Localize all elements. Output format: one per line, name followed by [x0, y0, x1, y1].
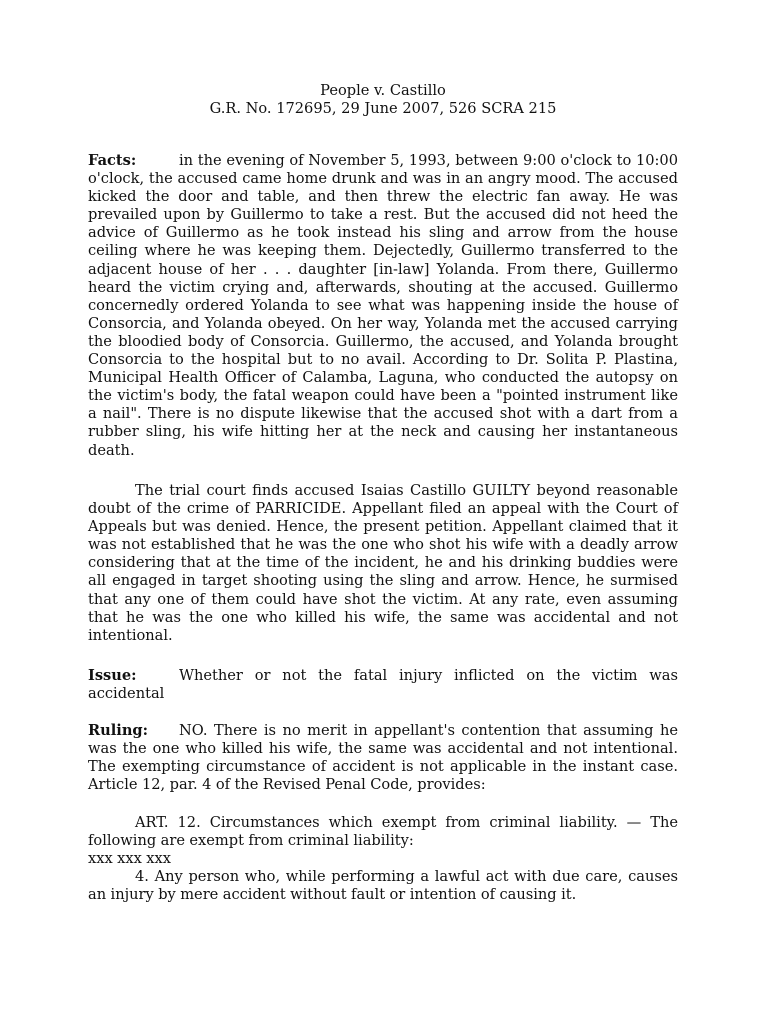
issue-text: Whether or not the fatal injury inflicted on the victim was accidental	[88, 667, 678, 703]
facts-text: in the evening of November 5, 1993, between 9:00 o'clock to 10:00 o'clock, the accused came home drunk and was in an angry mood. The accused kicked the door and table, and then threw the electric fan away. He was prevailed upon by Guillermo to take a rest. But the accused did not heed the advice of Guillermo as he took instead his sling and arrow from the house ceiling where he was keeping them. Dejectedly, Guillermo transferred to the adjacent house of her . . . daughter [in-law] Yolanda. From there, Guillermo heard the victim crying and, afterwards, shouting at the accused. Guillermo concernedly ordered Yolanda to see what was happening inside the house of Consorcia, and Yolanda obeyed. On her way, Yolanda met the accused carrying the bloodied body of Consorcia. Guillermo, the accused, and Yolanda brought Consorcia to the hospital but to no avail. According to Dr. Solita P. Plastina, Municipal Health Officer of Calamba, Laguna, who conducted the autopsy on the victim's body, the fatal weapon could have been a "pointed instrument like a nail". There is no dispute likewise that the accused shot with a dart from a rubber sling, his wife hitting her at the neck and causing her instantaneous death.	[88, 152, 678, 459]
case-title: People v. Castillo	[320, 82, 446, 99]
facts-label: Facts:	[88, 152, 137, 169]
issue-paragraph	[88, 667, 678, 703]
article-heading: ART. 12. Circumstances which exempt from criminal liability. — The following are exempt from criminal liability:	[88, 814, 678, 850]
omission-marker: xxx xxx xxx	[88, 850, 171, 868]
article-quote	[88, 814, 678, 904]
facts-paragraph	[88, 152, 678, 460]
issue-label: Issue:	[88, 667, 137, 684]
trial-court-paragraph: The trial court finds accused Isaias Castillo GUILTY beyond reasonable doubt of the crime of PARRICIDE. Appellant filed an appeal with the Court of Appeals but was denied. Hence, the present petition. Appellant claimed that it was not established that he was the one who shot his wife with a deadly arrow considering that at the time of the incident, he and his drinking buddies were all engaged in target shooting using the sling and arrow. Hence, he surmised that any one of them could have shot the victim. At any rate, even assuming that he was the one who killed his wife, the same was accidental and not intentional.	[88, 482, 678, 644]
article-item-4: 4. Any person who, while performing a lawful act with due care, causes an injury by mere accident without fault or intention of causing it.	[88, 868, 678, 904]
case-citation: G.R. No. 172695, 29 June 2007, 526 SCRA 215	[209, 100, 557, 117]
ruling-paragraph	[88, 722, 678, 794]
ruling-text: NO. There is no merit in appellant's contention that assuming he was the one who killed his wife, the same was accidental and not intentional. The exempting circumstance of accident is not applicable in the instant case. Article 12, par. 4 of the Revised Penal Code, provides:	[88, 722, 678, 794]
ruling-label: Ruling:	[88, 722, 149, 739]
